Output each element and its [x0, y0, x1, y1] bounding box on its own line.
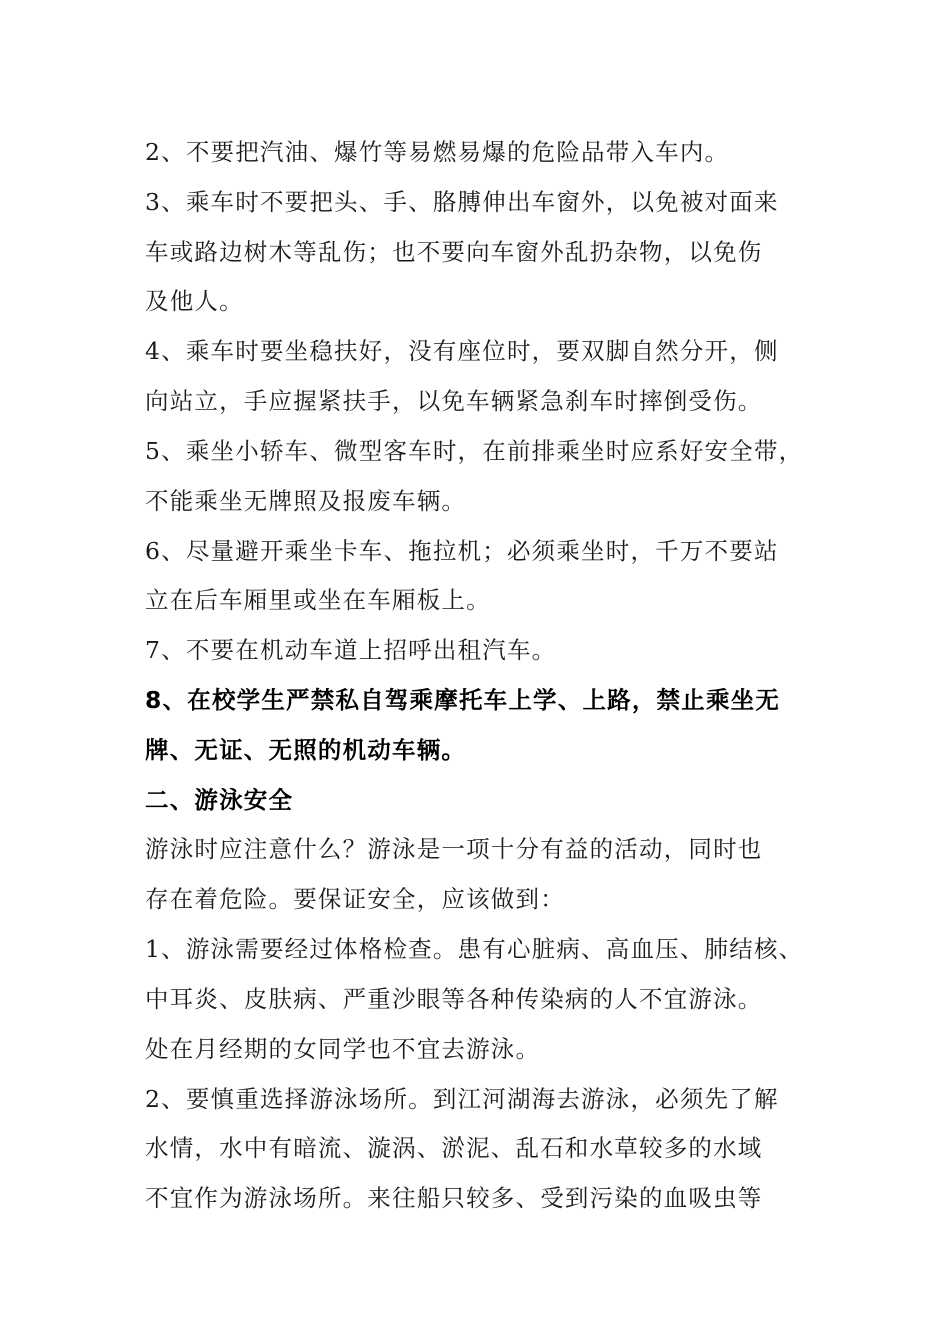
- paragraph-line: 向站立，手应握紧扶手，以免车辆紧急刹车时摔倒受伤。: [145, 387, 763, 415]
- paragraph-line: 7、不要在机动车道上招呼出租汽车。: [145, 636, 557, 664]
- paragraph-line: 水情，水中有暗流、漩涡、淤泥、乱石和水草较多的水域: [145, 1134, 763, 1162]
- paragraph-line: 及他人。: [145, 287, 244, 315]
- paragraph-line: 3、乘车时不要把头、手、胳膊伸出车窗外，以免被对面来: [145, 188, 779, 216]
- paragraph-line: 中耳炎、皮肤病、严重沙眼等各种传染病的人不宜游泳。: [145, 985, 763, 1013]
- paragraph-line: 不宜作为游泳场所。来往船只较多、受到污染的血吸虫等: [145, 1184, 763, 1212]
- paragraph-line: 5、乘坐小轿车、微型客车时，在前排乘坐时应系好安全带，: [145, 437, 804, 465]
- paragraph-line: 立在后车厢里或坐在车厢板上。: [145, 586, 491, 614]
- paragraph-line: 游泳时应注意什么？游泳是一项十分有益的活动，同时也: [145, 835, 763, 863]
- paragraph-line: 4、乘车时要坐稳扶好，没有座位时，要双脚自然分开，侧: [145, 337, 779, 365]
- paragraph-line: 2、不要把汽油、爆竹等易燃易爆的危险品带入车内。: [145, 138, 730, 166]
- bold-paragraph-line: 牌、无证、无照的机动车辆。: [145, 736, 467, 764]
- paragraph-line: 处在月经期的女同学也不宜去游泳。: [145, 1035, 541, 1063]
- paragraph-line: 6、尽量避开乘坐卡车、拖拉机；必须乘坐时，千万不要站: [145, 537, 779, 565]
- section-heading: 二、游泳安全: [145, 786, 294, 814]
- bold-paragraph-line: 8、在校学生严禁私自驾乘摩托车上学、上路，禁止乘坐无: [145, 686, 781, 714]
- paragraph-line: 不能乘坐无牌照及报废车辆。: [145, 487, 467, 515]
- paragraph-line: 1、游泳需要经过体格检查。患有心脏病、高血压、肺结核、: [145, 935, 804, 963]
- paragraph-line: 存在着危险。要保证安全，应该做到：: [145, 885, 565, 913]
- paragraph-line: 车或路边树木等乱伤；也不要向车窗外乱扔杂物，以免伤: [145, 238, 763, 266]
- paragraph-line: 2、要慎重选择游泳场所。到江河湖海去游泳，必须先了解: [145, 1085, 779, 1113]
